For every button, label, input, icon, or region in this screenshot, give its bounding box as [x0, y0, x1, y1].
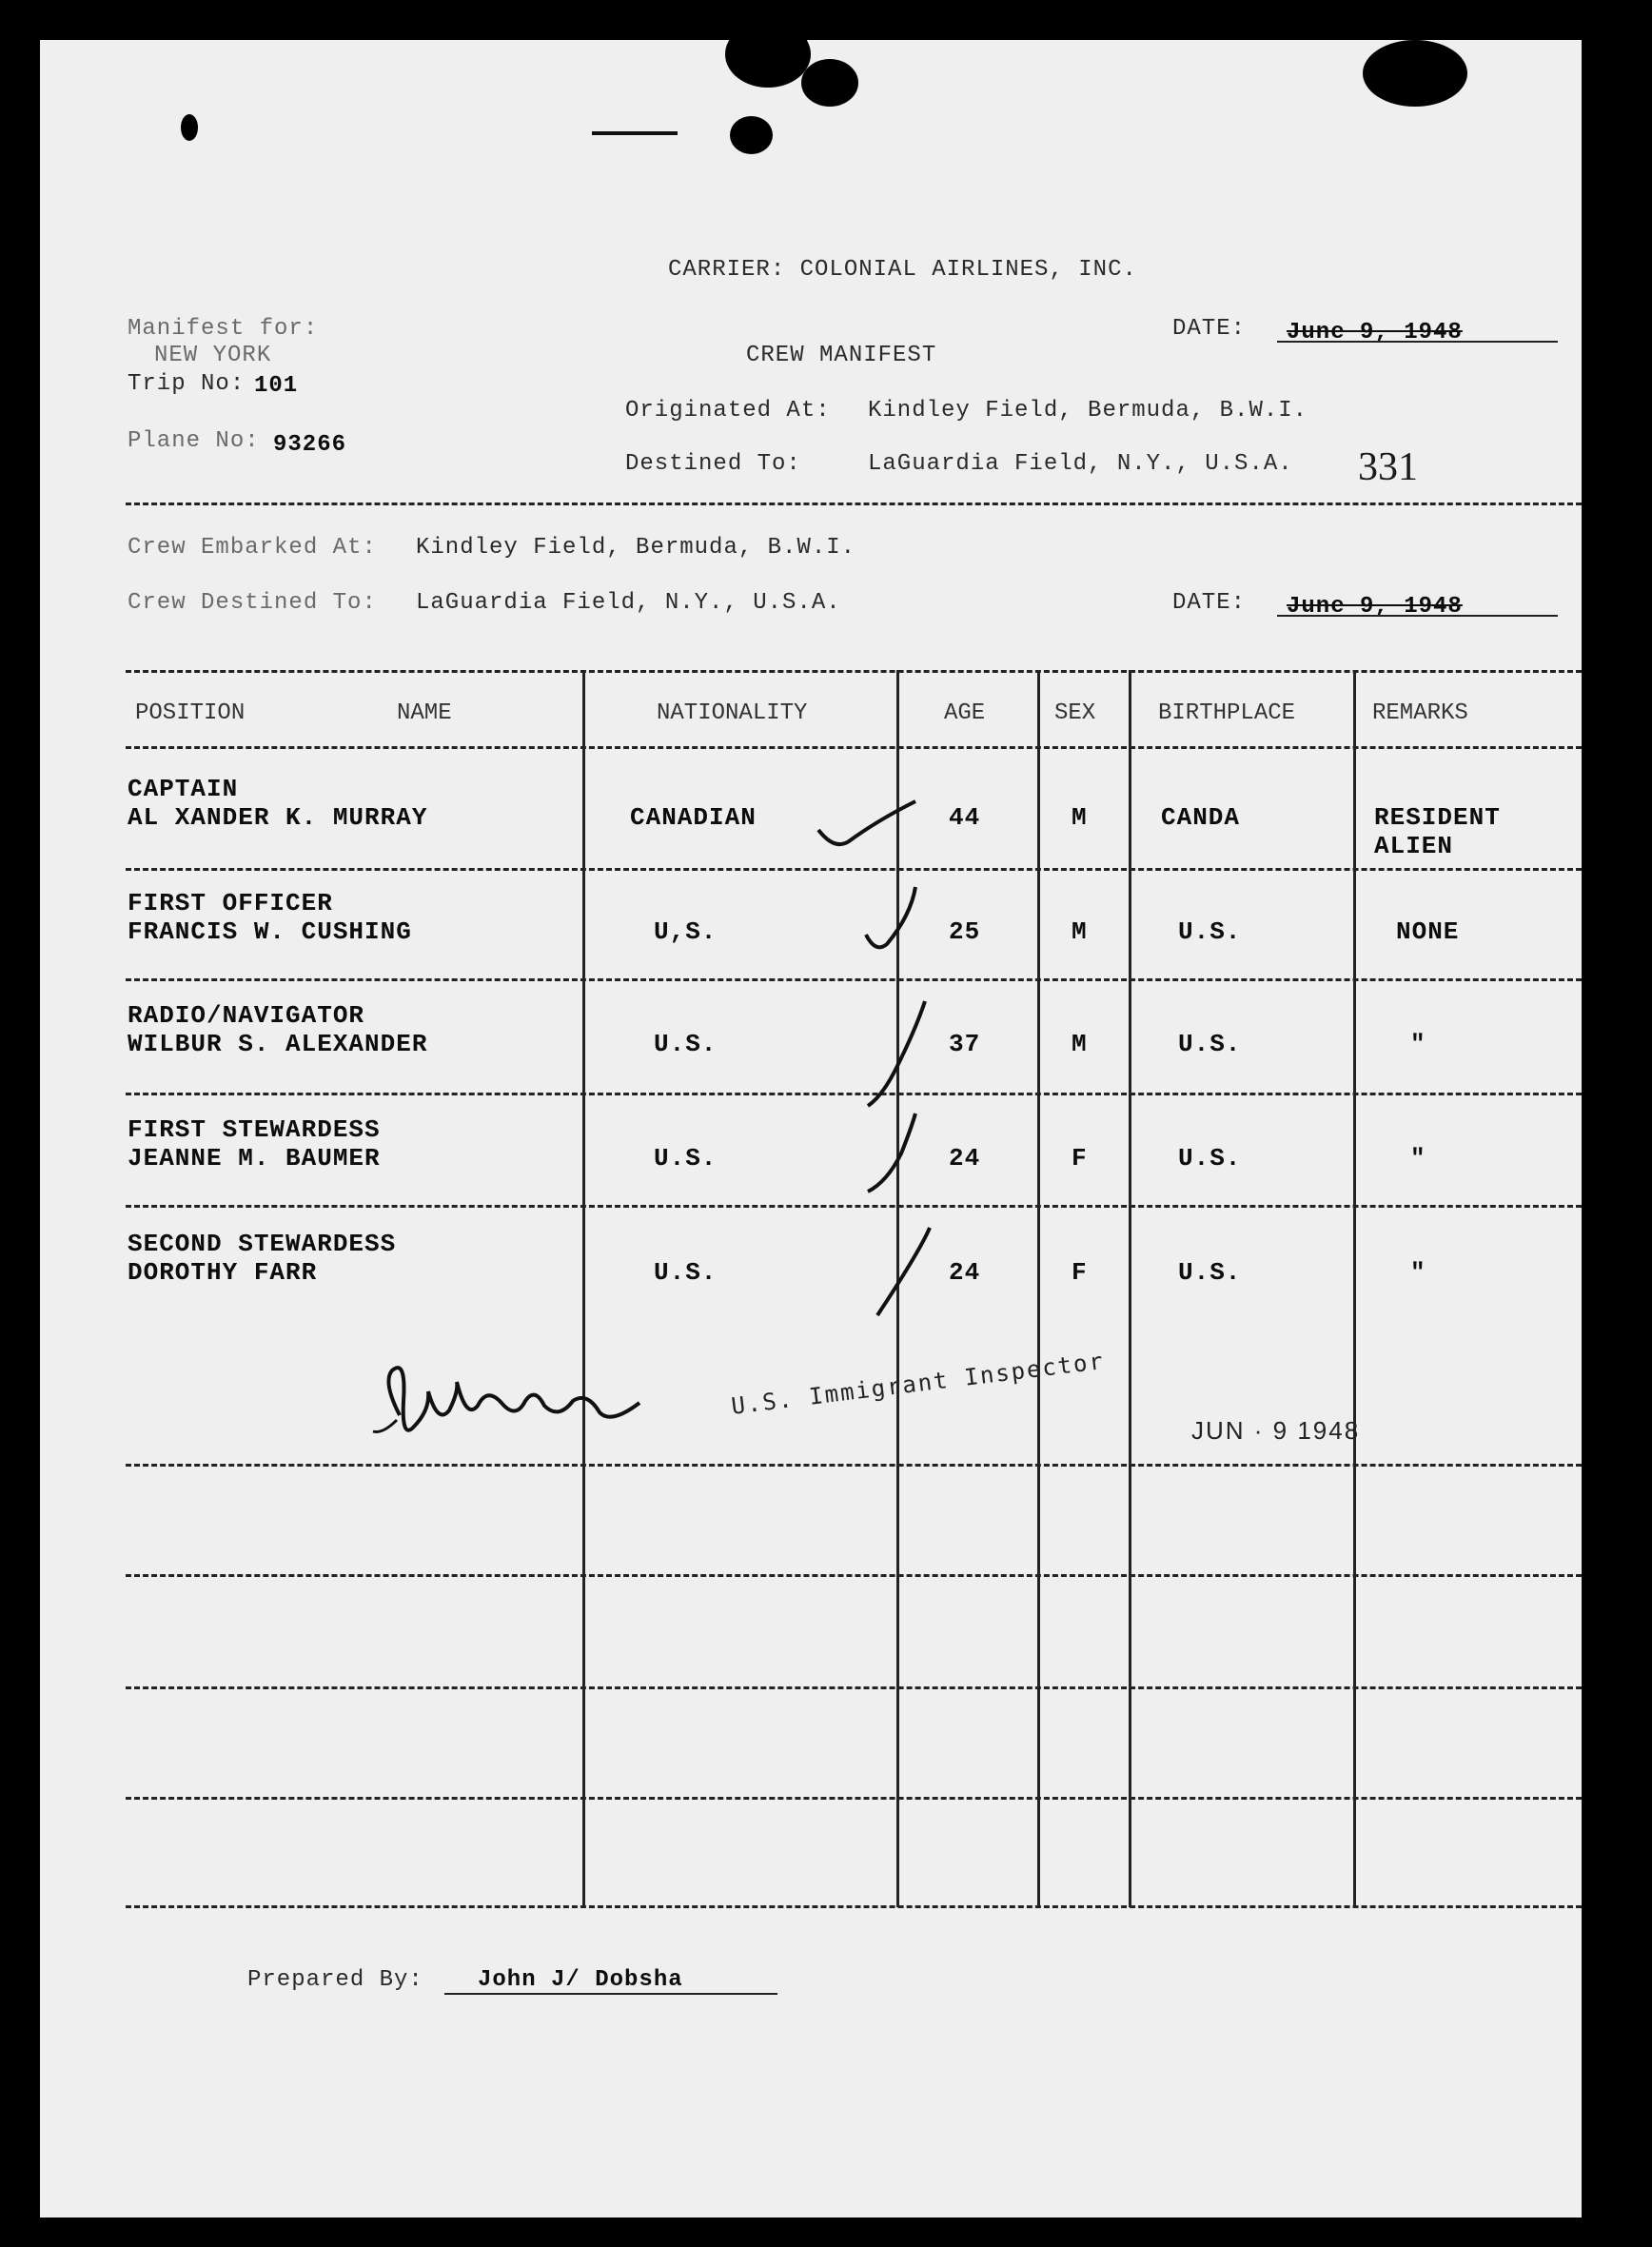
check-mark-icon — [858, 877, 934, 963]
row-line — [126, 1205, 1582, 1208]
prepared-by-underline — [444, 1993, 777, 1995]
row-line — [126, 1686, 1582, 1689]
row2-sex: M — [1072, 917, 1088, 946]
stamp-date: JUN · 9 1948 — [1191, 1416, 1361, 1445]
col-divider-age — [1037, 670, 1040, 1907]
trip-label: Trip No: — [128, 371, 246, 397]
torn-edge-blot — [801, 59, 858, 107]
margin-dash — [592, 131, 678, 135]
check-mark-icon — [858, 992, 934, 1115]
separator-line — [126, 503, 1582, 505]
row3-birthplace: U.S. — [1178, 1030, 1242, 1058]
torn-edge-blot — [1363, 40, 1467, 107]
destined-label: Destined To: — [625, 451, 801, 477]
row5-remarks: " — [1410, 1258, 1426, 1287]
row5-birthplace: U.S. — [1178, 1258, 1242, 1287]
row1-age: 44 — [949, 803, 981, 832]
destined-value: LaGuardia Field, N.Y., U.S.A. — [868, 451, 1293, 477]
manifest-title: CREW MANIFEST — [746, 343, 937, 368]
row3-nationality: U.S. — [654, 1030, 718, 1058]
row3-name: WILBUR S. ALEXANDER — [128, 1030, 428, 1058]
plane-label: Plane No: — [128, 428, 260, 454]
crew-destined-label: Crew Destined To: — [128, 590, 377, 616]
manifest-for-label: Manifest for: — [128, 316, 319, 342]
crew-date-label: DATE: — [1172, 590, 1247, 616]
header-sex: SEX — [1054, 700, 1096, 726]
row3-sex: M — [1072, 1030, 1088, 1058]
torn-edge-blot — [725, 40, 811, 88]
header-name: NAME — [397, 700, 452, 726]
carrier-line: CARRIER: COLONIAL AIRLINES, INC. — [668, 257, 1137, 283]
embarked-label: Crew Embarked At: — [128, 535, 377, 561]
row3-position: RADIO/NAVIGATOR — [128, 1001, 365, 1030]
row2-remarks: NONE — [1396, 917, 1460, 946]
row1-birthplace: CANDA — [1161, 803, 1241, 832]
originated-label: Originated At: — [625, 398, 831, 424]
prepared-by-value: John J/ Dobsha — [478, 1967, 683, 1993]
row1-nationality: CANADIAN — [630, 803, 757, 832]
col-divider-name — [582, 670, 585, 1907]
row3-remarks: " — [1410, 1030, 1426, 1058]
row-line — [126, 1797, 1582, 1800]
table-top-line — [126, 670, 1582, 673]
row5-age: 24 — [949, 1258, 981, 1287]
header-age: AGE — [944, 700, 986, 726]
row2-nationality: U,S. — [654, 917, 718, 946]
row-line — [126, 978, 1582, 981]
row4-nationality: U.S. — [654, 1144, 718, 1173]
header-position: POSITION — [135, 700, 246, 726]
row4-age: 24 — [949, 1144, 981, 1173]
col-divider-birthplace — [1353, 670, 1356, 1907]
header-nationality: NATIONALITY — [657, 700, 808, 726]
row1-sex: M — [1072, 803, 1088, 832]
row3-age: 37 — [949, 1030, 981, 1058]
manifest-sheet — [40, 40, 1582, 2217]
header-birthplace: BIRTHPLACE — [1158, 700, 1296, 726]
inspector-signature — [354, 1344, 697, 1449]
row2-position: FIRST OFFICER — [128, 889, 333, 917]
table-header-line — [126, 746, 1582, 749]
check-mark-icon — [811, 782, 925, 858]
plane-number: 93266 — [273, 432, 347, 458]
torn-edge-blot — [730, 116, 773, 154]
row2-birthplace: U.S. — [1178, 917, 1242, 946]
prepared-by-label: Prepared By: — [247, 1967, 423, 1993]
trip-number: 101 — [254, 373, 299, 399]
row5-name: DOROTHY FARR — [128, 1258, 318, 1287]
col-divider-sex — [1129, 670, 1131, 1907]
row4-name: JEANNE M. BAUMER — [128, 1144, 381, 1173]
row1-remarks: RESIDENT ALIEN — [1374, 803, 1501, 860]
page-number: 331 — [1358, 445, 1418, 489]
date-value: June 9, 1948 — [1287, 320, 1463, 345]
crew-date-value: June 9, 1948 — [1287, 594, 1463, 620]
row-line — [126, 1464, 1582, 1467]
originated-value: Kindley Field, Bermuda, B.W.I. — [868, 398, 1308, 424]
row4-position: FIRST STEWARDESS — [128, 1115, 381, 1144]
row-line — [126, 1093, 1582, 1095]
row5-position: SECOND STEWARDESS — [128, 1230, 397, 1258]
crew-destined-value: LaGuardia Field, N.Y., U.S.A. — [416, 590, 841, 616]
row5-nationality: U.S. — [654, 1258, 718, 1287]
date-underline — [1277, 341, 1558, 343]
row-line — [126, 868, 1582, 871]
table-bottom-line — [126, 1905, 1582, 1908]
inspector-stamp: U.S. Immigrant Inspector — [730, 1347, 1107, 1420]
row-line — [126, 1574, 1582, 1577]
row4-remarks: " — [1410, 1144, 1426, 1173]
check-mark-icon — [868, 1220, 944, 1325]
row4-birthplace: U.S. — [1178, 1144, 1242, 1173]
row1-name: AL XANDER K. MURRAY — [128, 803, 428, 832]
torn-edge-blot — [181, 114, 198, 141]
row2-age: 25 — [949, 917, 981, 946]
row4-sex: F — [1072, 1144, 1088, 1173]
row5-sex: F — [1072, 1258, 1088, 1287]
embarked-value: Kindley Field, Bermuda, B.W.I. — [416, 535, 856, 561]
row1-position: CAPTAIN — [128, 775, 239, 803]
check-mark-icon — [858, 1106, 934, 1201]
header-remarks: REMARKS — [1372, 700, 1468, 726]
manifest-for-value: NEW YORK — [154, 343, 272, 368]
date-label: DATE: — [1172, 316, 1247, 342]
crew-date-underline — [1277, 615, 1558, 617]
row2-name: FRANCIS W. CUSHING — [128, 917, 412, 946]
